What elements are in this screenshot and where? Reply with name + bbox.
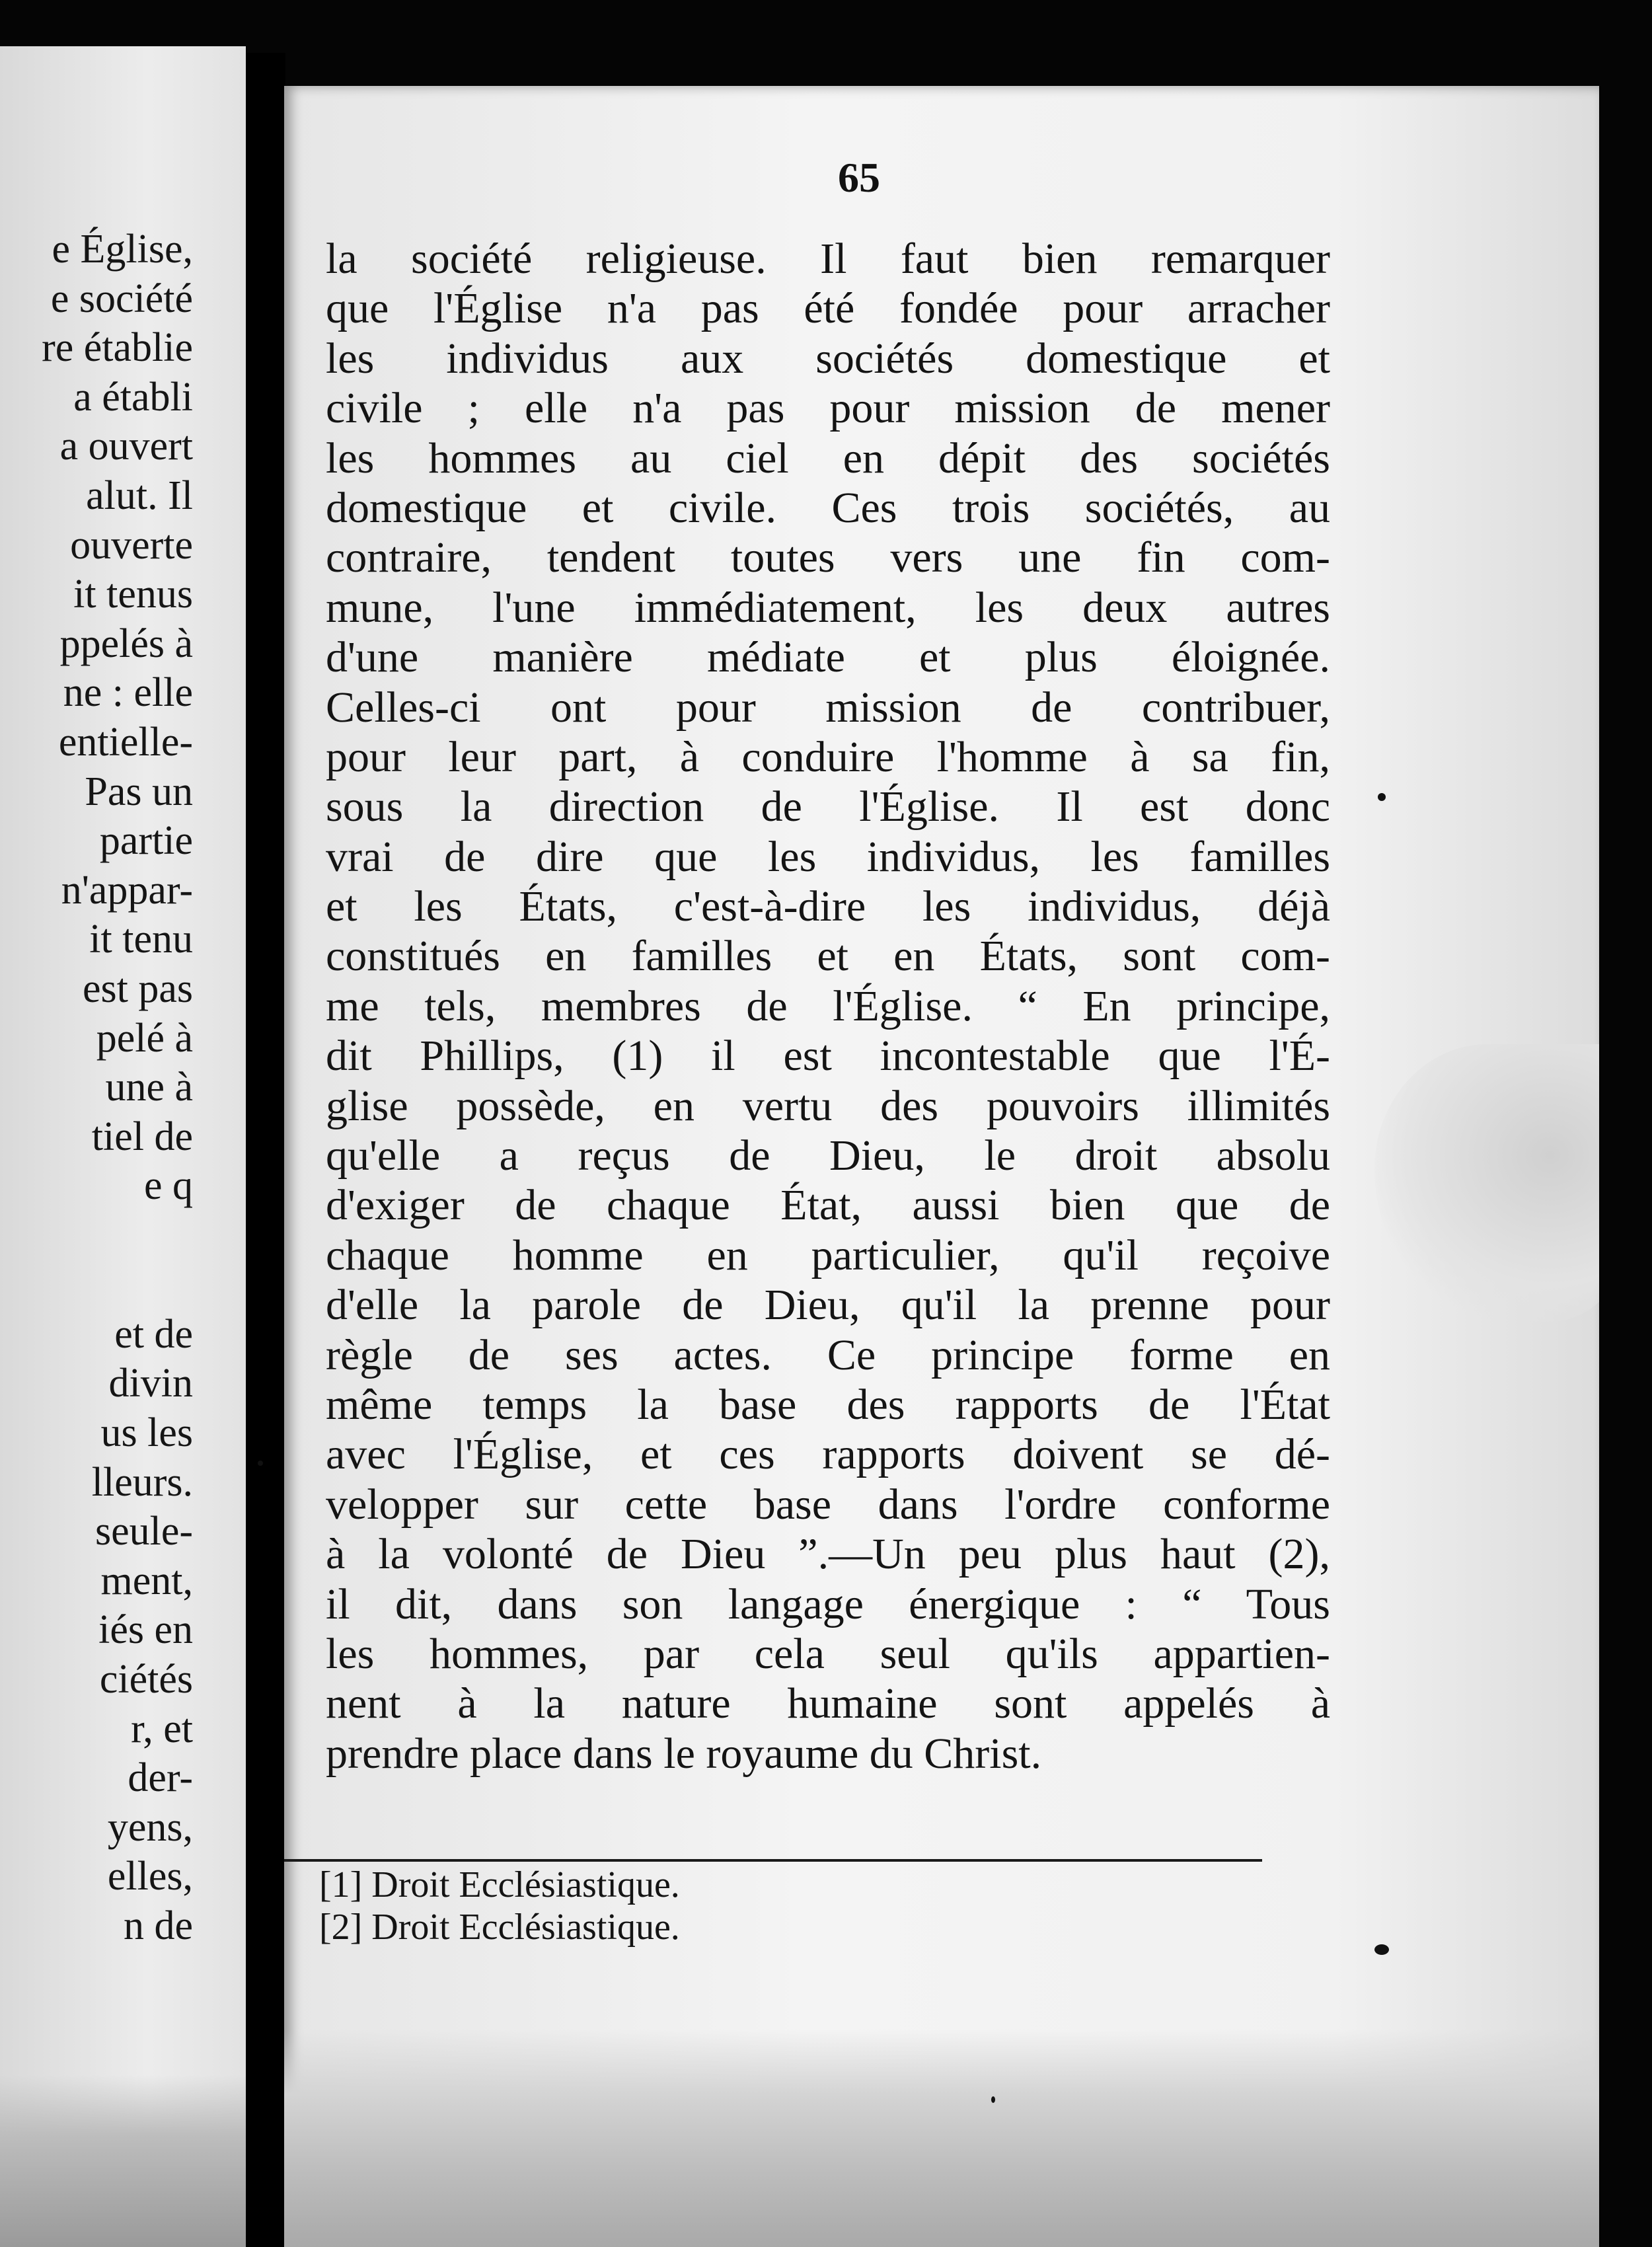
text-line: Celles-ci ont pour mission de contribuer,	[326, 683, 1330, 732]
text-line: avec l'Église, et ces rapports doivent se dé-	[326, 1430, 1330, 1479]
text-line: ouverte	[70, 522, 193, 568]
text-line: d'elle la parole de Dieu, qu'il la prenne pour	[326, 1281, 1330, 1330]
text-line: re établie	[42, 325, 193, 371]
previous-page-fragment	[0, 46, 246, 2247]
text-line: mune, l'une immédiatement, les deux autres	[326, 583, 1330, 632]
text-line: pour leur part, à conduire l'homme à sa fin,	[326, 732, 1330, 781]
text-line: [1] Droit Ecclésiastique.	[319, 1864, 680, 1905]
dust-speck	[258, 1461, 263, 1466]
text-line: chaque homme en particulier, qu'il reçoive	[326, 1231, 1330, 1279]
text-line: règle de ses actes. Ce principe forme en	[326, 1330, 1330, 1379]
dust-speck	[1374, 1944, 1389, 1955]
footnotes	[319, 1864, 914, 1948]
text-line: d'une manière médiate et plus éloignée.	[326, 633, 1330, 682]
text-line: domestique et civile. Ces trois sociétés, au	[326, 483, 1330, 532]
water-stain	[284, 2029, 1599, 2247]
text-line: r, et	[131, 1706, 193, 1751]
text-line: me tels, membres de l'Église. “ En principe,	[326, 981, 1330, 1030]
text-line: seule-	[94, 1509, 193, 1554]
water-stain	[0, 2075, 246, 2247]
text-line: et de	[114, 1311, 193, 1357]
text-line: der-	[128, 1755, 193, 1801]
text-line: a ouvert	[59, 424, 193, 469]
dust-speck	[1378, 793, 1386, 801]
text-line: civile ; elle n'a pas pour mission de mener	[326, 384, 1330, 433]
text-line: que l'Église n'a pas été fondée pour arracher	[326, 284, 1330, 333]
text-line: a établi	[73, 374, 193, 420]
text-line: il dit, dans son langage énergique : “ Tous	[326, 1580, 1330, 1628]
text-line: qu'elle a reçus de Dieu, le droit absolu	[326, 1131, 1330, 1180]
text-line: n'appar-	[61, 867, 193, 913]
text-line: les hommes au ciel en dépit des sociétés	[326, 434, 1330, 482]
text-line: et les États, c'est-à-dire les individus, déjà	[326, 882, 1330, 931]
text-line: tiel de	[91, 1114, 193, 1159]
text-line: it tenu	[89, 917, 193, 962]
text-line: vrai de dire que les individus, les familles	[326, 832, 1330, 881]
text-line: ne : elle	[63, 670, 193, 716]
text-line: us les	[100, 1410, 193, 1456]
text-line: divin	[108, 1361, 193, 1406]
text-line: les hommes, par cela seul qu'ils appartien-	[326, 1629, 1330, 1678]
text-line: e Église,	[52, 227, 193, 272]
text-line: velopper sur cette base dans l'ordre conforme	[326, 1480, 1330, 1529]
text-line: Pas un	[85, 769, 193, 814]
text-line: nent à la nature humaine sont appelés à	[326, 1679, 1330, 1728]
text-line: partie	[99, 818, 193, 864]
dust-speck	[991, 2096, 995, 2103]
text-line: entielle-	[58, 719, 193, 765]
text-line: [2] Droit Ecclésiastique.	[319, 1907, 680, 1948]
text-line: elles,	[107, 1854, 193, 1899]
text-line: lleurs.	[91, 1459, 193, 1505]
text-line: contraire, tendent toutes vers une fin com-	[326, 533, 1330, 582]
text-line: sous la direction de l'Église. Il est donc	[326, 782, 1330, 831]
previous-page-text	[42, 225, 193, 1951]
page-body-text	[326, 234, 1330, 1778]
text-line: iés en	[98, 1607, 193, 1653]
text-line: e q	[143, 1163, 193, 1209]
water-stain	[1374, 1044, 1599, 1322]
text-line: e société	[50, 276, 193, 321]
text-line: ppelés à	[59, 621, 193, 666]
text-line: constitués en familles et en États, sont com-	[326, 932, 1330, 981]
text-line: dit Phillips, (1) il est incontestable que l'É-	[326, 1032, 1330, 1081]
book-gutter	[246, 53, 285, 2247]
text-line: la société religieuse. Il faut bien remarquer	[326, 235, 1330, 283]
text-line: même temps la base des rapports de l'État	[326, 1380, 1330, 1429]
text-line: n de	[123, 1903, 193, 1948]
text-line: ciétés	[99, 1657, 193, 1702]
text-line: ment,	[100, 1558, 193, 1603]
text-line: prendre place dans le royaume du Christ.	[326, 1729, 1042, 1778]
text-line: est pas	[82, 966, 193, 1011]
text-line: à la volonté de Dieu ”.—Un peu plus haut (2),	[326, 1530, 1330, 1579]
text-line: les individus aux sociétés domestique et	[326, 334, 1330, 383]
text-line: alut. Il	[86, 473, 193, 518]
text-line: yens,	[107, 1804, 193, 1850]
footnote-rule	[284, 1859, 1262, 1862]
text-line: d'exiger de chaque État, aussi bien que de	[326, 1181, 1330, 1230]
text-line: une à	[105, 1065, 193, 1110]
text-line: it tenus	[73, 572, 193, 617]
text-line: pelé à	[96, 1015, 193, 1061]
text-line: glise possède, en vertu des pouvoirs illimités	[326, 1081, 1330, 1130]
page-number: 65	[838, 154, 880, 201]
